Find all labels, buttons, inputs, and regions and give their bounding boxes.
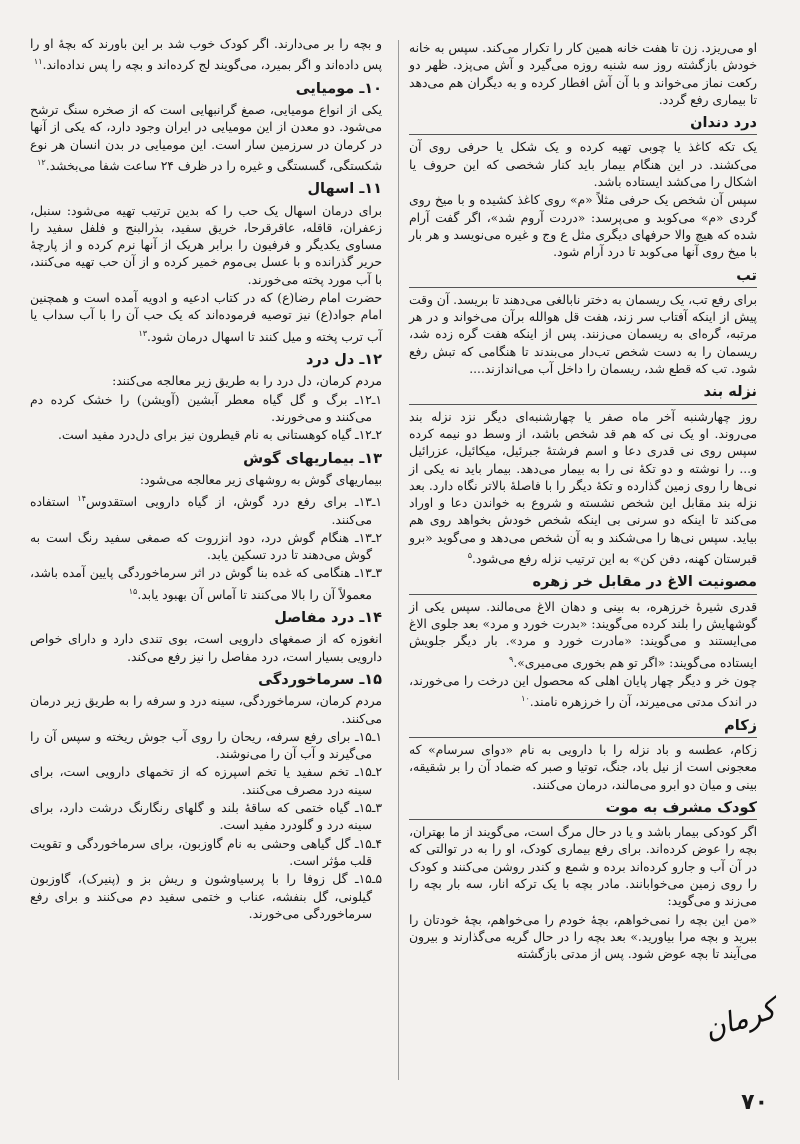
paragraph-text: قدری شیرهٔ خرزهره، به بینی و دهان الاغ می‌مالند. سپس یکی از گوشهایش را بلند کرده می‌گویند: «بدرت خورد و مرد» بعد جلوی الاغ می‌ایستند و می‌گویند: «مادرت خورد و مرد». بار دیگر جلویش ایستاده می‌گویند: «اگر تو هم بخوری می‌میری». bbox=[409, 599, 757, 670]
paragraph: سپس آن شخص یک حرفی مثلاً «م» روی کاغذ کشیده و با میخ روی گردی «م» می‌کوبد و می‌پرسد: «دردت آروم شد»، اگر گفت آرام شده که هیچ والا حرفهای دیگری مثل ع وج و غیره می‌نویسد و هر بار با میخ روی آنها می‌کوبد تا درد آرام شود. bbox=[409, 193, 757, 260]
list-item: ۲ـ۱۵ـ تخم سفید یا تخم اسپرزه که از تخمهای دارویی است، برای سینه درد مصرف می‌کنند. bbox=[30, 765, 382, 797]
section-heading: ۱۴ـ درد مفاصل bbox=[274, 610, 382, 627]
paragraph: مردم کرمان، دل درد را به طریق زیر معالجه می‌کنند: bbox=[112, 374, 382, 389]
paragraph-text: و بچه را بر می‌دارند. اگر کودک خوب شد بر این باورند که بچهٔ او را پس داده‌اند و اگر بمیرد، می‌گویند لج کرده‌اند و بچه را پس نداده‌اند. bbox=[30, 37, 382, 73]
paragraph: مردم کرمان، سرماخوردگی، سینه درد و سرفه را به طریق زیر درمان می‌کنند. bbox=[30, 694, 382, 726]
paragraph: او می‌ریزد. زن تا هفت خانه همین کار را تکرار می‌کند. سپس به خانه خودش بازگشته روز سه شنبه روزه می‌گیرد و آش می‌پزد. ظهر دو رکعت نماز می‌خواند و با آن آش افطار کرده و به دیگران هم می‌دهد تا بیماری رفع گردد. bbox=[409, 41, 757, 107]
section-heading: نزله بند bbox=[409, 384, 757, 404]
brand-logo: کرمان bbox=[700, 992, 780, 1047]
list-item: ۴ـ۱۵ـ گل گیاهی وحشی به نام گاوزبون، برای سرماخوردگی و تقویت قلب مؤثر است. bbox=[30, 836, 382, 868]
section-heading: ۱۰ـ مومیایی bbox=[295, 80, 382, 97]
section-heading: درد دندان bbox=[409, 115, 757, 135]
paragraph bbox=[30, 290, 382, 346]
right-column bbox=[409, 40, 757, 965]
paragraph: برای درمان اسهال یک حب را که بدین ترتیب تهیه می‌شود: سنبل، زعفران، قاقله، عاقرقرحا، خریق سفید، بذرالبنج و فلفل سفید را مساوی یکدیگر و فرفیون را برابر هریک از آنها نرم کرده و از پارچهٔ حریر گذرانده و با عسل بی‌موم خمیر کرده و از آن حب تهیه می‌کنند، با آب مورد پخته می‌خورند. bbox=[30, 203, 382, 287]
list-item: ۱ـ۱۵ـ برای رفع سرفه، ریحان را روی آب جوش ریخته و سپس آن را می‌گیرند و آب آن را می‌نوشند. bbox=[30, 729, 382, 762]
paragraph-text: یکی از انواع مومیایی، صمغ گرانبهایی است که از صخره سنگ ترشح می‌شود. دو معدن از این مومیایی در ایران وجود دارد، که یکی از آنها در کرمان در سرزمین سار است. این مومیایی در بدن انسان هر نوع شکستگی، گسستگی و غیره را در ظرف ۲۴ ساعت شفا می‌بخشد. bbox=[30, 102, 382, 173]
list-item: ۲ـ۱۳ـ هنگام گوش درد، دود انزروت که صمغی سفید رنگ است به گوش می‌دهند تا درد تسکین یابد. bbox=[30, 530, 382, 563]
list-item: ۲ـ۱۲ـ گیاه کوهستانی به نام قیطرون نیز برای دل‌درد مفید است. bbox=[57, 428, 382, 443]
footnote-ref: ۵ bbox=[467, 551, 472, 561]
paragraph: زکام، عطسه و باد نزله را با دارویی به نام «دوای سرسام» که معجونی است از نیل باد، جنگ، توتیا و صبر که ضماد آن را بر شقیقه، بینی و میان دو ابرو می‌مالند، درمان می‌کنند. bbox=[409, 742, 757, 792]
paragraph bbox=[409, 409, 757, 569]
paragraph: اگر کودکی بیمار باشد و یا در حال مرگ است، می‌گویند از ما بهتران، بچه را عوض کرده‌اند. برای رفع بیماری کودک، او را به در توالتی که در آن آب و جارو کرده‌اند برده و شمع و کندر روشن می‌کنند و کودک را روی زمین می‌خوابانند. مادر بچه با یک ترکه انار، سه بار بچه را می‌زند و می‌گوید: bbox=[409, 825, 757, 909]
paragraph: انغوزه که از صمغهای دارویی است، بوی تندی دارد و دارای خواص دارویی بسیار است، درد مفاصل را نیز رفع می‌کند. bbox=[30, 632, 382, 664]
list-item: ۳ـ۱۵ـ گیاه ختمی که ساقهٔ بلند و گلهای رنگارنگ درشت دارد، برای سینه درد و گلودرد مفید است. bbox=[30, 801, 382, 833]
list-item-text: استفاده می‌کنند. bbox=[30, 495, 372, 527]
paragraph: «من این بچه را نمی‌خواهم، بچهٔ خودم را می‌خواهم، بچهٔ خودتان را ببرید و بچه مرا بیاورید.» بعد بچه را در حال گریه می‌گذارند و بیرون می‌آیند تا بچه عوض شود. پس از مدتی بازگشته bbox=[409, 912, 757, 962]
footnote-ref: ۹ bbox=[509, 654, 514, 664]
section-heading: ۱۳ـ بیماریهای گوش bbox=[243, 450, 382, 467]
section-heading: کودک مشرف به موت bbox=[409, 800, 757, 820]
paragraph bbox=[30, 102, 382, 175]
list-item-text: ۱ـ۱۳ـ برای رفع درد گوش، از گیاه دارویی استقدوس bbox=[86, 495, 382, 510]
paragraph: بیماریهای گوش به روشهای زیر معالجه می‌شود: bbox=[139, 472, 382, 487]
paragraph-text: حضرت امام رضا(ع) که در کتاب ادعیه و ادویه آمده است و همچنین امام جواد(ع) نیز توصیه فرموده‌اند که یک حب آن را با آب سداب یا آب ترب پخته و میل کنند تا اسهال درمان شود. bbox=[30, 291, 382, 344]
section-heading: زکام bbox=[409, 718, 757, 738]
paragraph bbox=[409, 599, 757, 672]
footnote-ref: ۱۲ bbox=[37, 157, 46, 167]
section-heading: ۱۲ـ دل درد bbox=[305, 352, 382, 369]
paragraph-text: چون خر و دیگر چهار پایان اهلی که محصول این درخت را می‌خورند، در اندک مدتی می‌میرند، آن را خرزهره نامند. bbox=[409, 673, 757, 710]
footnote-ref: ۱۴ bbox=[77, 494, 87, 504]
footnote-ref: ۱۳ bbox=[138, 328, 148, 338]
section-heading: مصونیت الاغ در مقابل خر زهره bbox=[409, 574, 757, 594]
page-number: ۷۰ bbox=[741, 1090, 768, 1115]
list-item bbox=[30, 490, 382, 529]
paragraph: برای رفع تب، یک ریسمان به دختر نابالغی می‌دهند تا بریسد. آن وقت پیش از اینکه آفتاب سر زند، هفت قل هوالله برآن می‌خواند و در هر مرتبه، گره‌ای به ریسمان می‌زنند. پس از اینکه هفت گره زده شد، ریسمان را به دست شخص تب‌دار می‌بندند تا هنگامی که تبش رفع شود. تب که قطع شد، ریسمان را داخل آب می‌اندازند.... bbox=[409, 292, 757, 377]
paragraph bbox=[30, 36, 382, 75]
list-item: ۱ـ۱۲ـ برگ و گل گیاه معطر آبشین (آویشن) را خشک کرده دم می‌کنند و می‌خورند. bbox=[30, 392, 382, 424]
paragraph: یک تکه کاغذ یا چوبی تهیه کرده و یک شکل یا حرفی روی آن می‌کشند. در این هنگام بیمار باید کنار شخصی که این حروف یا اشکال را می‌کشد ایستاده باشد. bbox=[409, 140, 757, 190]
footnote-ref: ۱۵ bbox=[128, 586, 138, 596]
column-divider bbox=[398, 40, 399, 1080]
section-heading: ۱۵ـ سرماخوردگی bbox=[258, 671, 382, 688]
paragraph bbox=[409, 673, 757, 712]
footnote-ref: ۱۰ bbox=[521, 694, 530, 704]
list-item: ۵ـ۱۵ـ گل زوفا را با پرسیاوشون و ریش بز و (پنیرک)، گاوزبون گیلونی، گل بنفشه، عناب و ختمی سفید دم می‌کنند و برای رفع سرماخوردگی می‌خورند. bbox=[30, 872, 382, 921]
left-column bbox=[30, 36, 382, 924]
list-item-text: ۳ـ۱۳ـ هنگامی که غده بنا گوش در اثر سرماخوردگی پایین آمده باشد، معمولاً آن را بالا می‌کنند تا آماس آن بهبود یابد. bbox=[30, 566, 382, 602]
section-heading: تب bbox=[409, 268, 757, 288]
section-heading: ۱۱ـ اسهال bbox=[307, 181, 382, 198]
paragraph-text: روز چهارشنبه آخر ماه صفر یا چهارشنبه‌ای دیگر نزد نزله بند می‌روند. او یک نی که هم قد شخص باشد، از وسط دو نیمه کرده سپس روی نی قدری دعا و اسم فرشتهٔ جبرئیل، میکائیل، عزرائیل و... را نوشته و دو تکهٔ نی را به بیمار می‌دهد. بیمار باید نه یکی از نی‌ها را روی زمین گذارده و تکهٔ دیگر را با فاصلهٔ بالاتر نگاه دارد. بعد نزله بند مقابل این شخص نشسته و شروع به خواندن دعا و اوراد می‌کند تا اینکه دو سرنی بی اینکه شخص خودش بخواهد روی هم بیاید. سپس نی‌ها را می‌شکند و به آن شخص می‌دهد و می‌گوید «برو قبرستان کهنه، دفن کن» به این ترتیب نزله رفع می‌شود. bbox=[409, 409, 757, 567]
footnote-ref: ۱۱ bbox=[33, 57, 43, 67]
list-item bbox=[30, 565, 382, 604]
